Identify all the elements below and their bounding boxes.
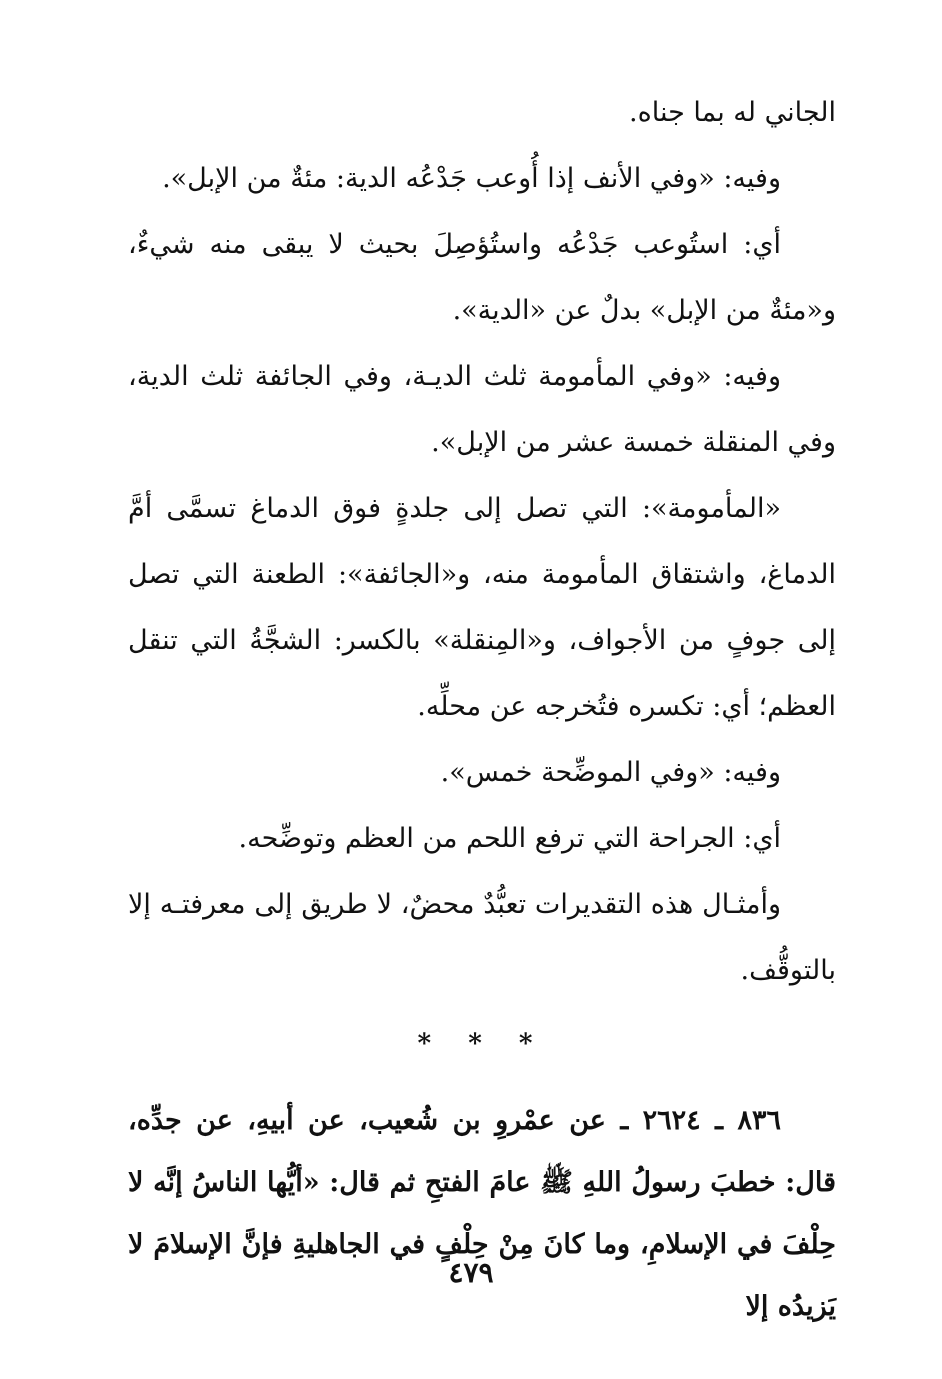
- paragraph-4: وفيه: «وفي المأمومة ثلث الديـة، وفي الجائفة ثلث الدية، وفي المنقلة خمسة عشر من الإبل».: [128, 361, 836, 458]
- section-separator: * * *: [417, 1029, 547, 1059]
- hadith-text: ٨٣٦ ـ ٢٦٢٤ ـ عن عمْروِ بن شُعيب، عن أبيهِ، عن جدِّه، قال: خطبَ رسولُ اللهِ ﷺ عامَ الفتحِ ثم قال: «أيُّها الناسُ إنَّه لا حِلْفَ في الإسلامِ، وما كانَ مِنْ حِلْفٍ في الجاهليةِ فإنَّ الإسلامَ لا يَزيدُه إلا: [128, 1105, 836, 1322]
- page-body: [128, 80, 836, 1338]
- paragraph-3: أي: استُوعب جَدْعُه واستُؤصِلَ بحيث لا يبقى منه شيءٌ، و«مئةٌ من الإبل» بدلٌ عن «الدية».: [128, 229, 836, 326]
- paragraph-5: «المأمومة»: التي تصل إلى جلدةٍ فوق الدماغ تسمَّى أمَّ الدماغ، واشتقاق المأمومة منه، و«الجائفة»: الطعنة التي تصل إلى جوفٍ من الأجواف، و«المِنقلة» بالكسر: الشجَّةُ التي تنقل العظم؛ أي: تكسره فتُخرجه عن محلِّه.: [128, 493, 836, 722]
- page-number: ٤٧٩: [448, 1256, 494, 1289]
- paragraph-6: وفيه: «وفي الموضِّحة خمس».: [440, 757, 781, 788]
- paragraph-2: وفيه: «وفي الأنف إذا أُوعب جَدْعُه الدية: مئةٌ من الإبل».: [162, 163, 781, 194]
- paragraph-7: أي: الجراحة التي ترفع اللحم من العظم وتوضِّحه.: [238, 823, 781, 854]
- paragraph-1: الجاني له بما جناه.: [629, 97, 836, 128]
- paragraph-8: وأمثـال هذه التقديرات تعبُّدٌ محضٌ، لا طريق إلى معرفتـه إلا بالتوقُّف.: [128, 889, 836, 986]
